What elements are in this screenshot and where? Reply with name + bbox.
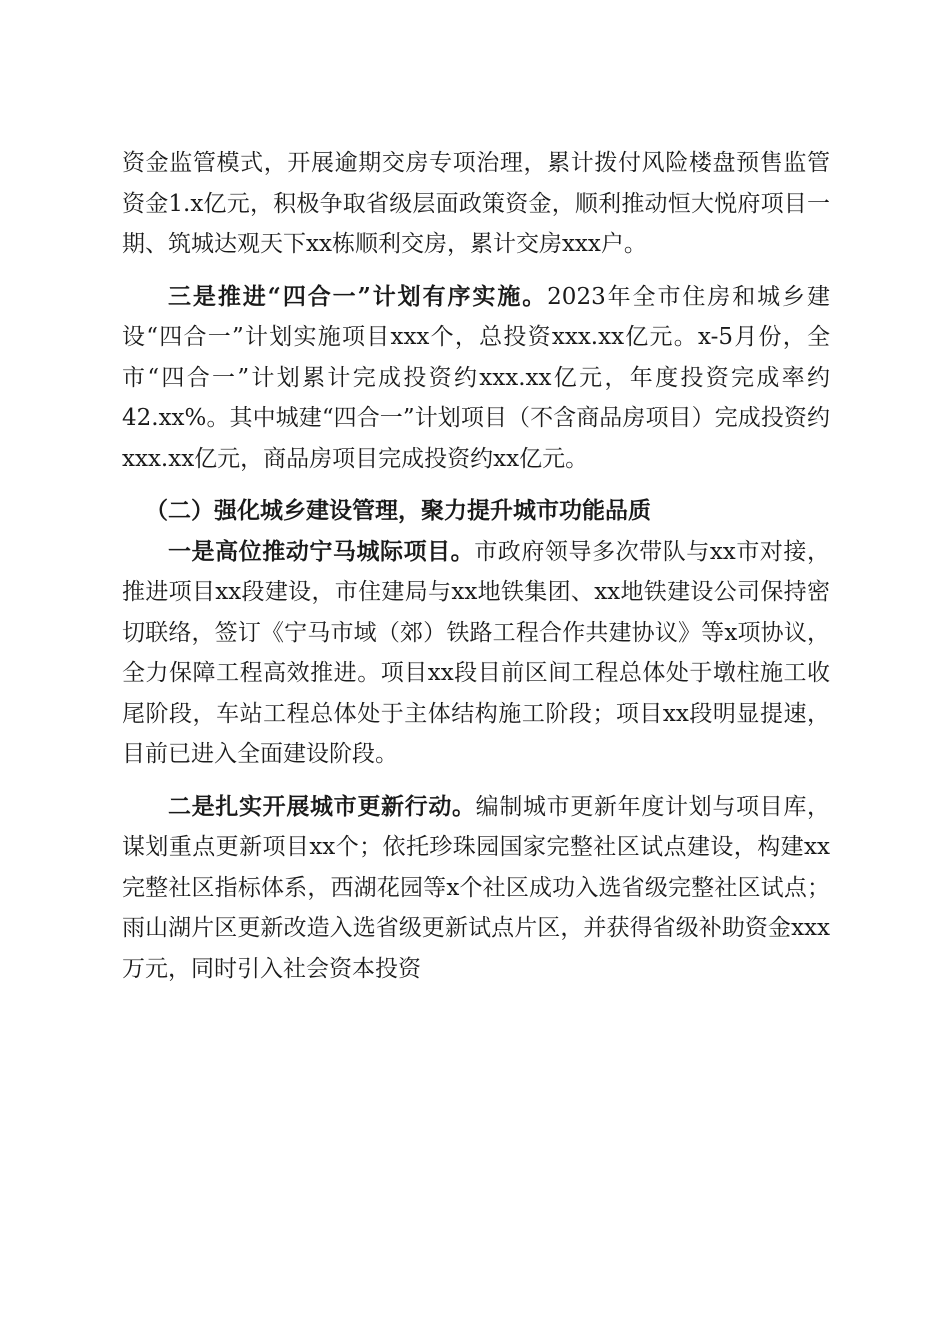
paragraph-four-in-one-plan [122, 277, 830, 480]
paragraph-urban-renewal [122, 787, 830, 990]
paragraph-body: 市政府领导多次带队与xx市对接，推进项目xx段建设，市住建局与xx地铁集团、xx地铁建设公司保持密切联络，签订《宁马市域（郊）铁路工程合作共建协议》等x项协议，全力保障工程高效推进。项目xx段目前区间工程总体处于墩柱施工收尾阶段，车站工程总体处于主体结构施工阶段；项目xx段明显提速，目前已进入全面建设阶段。 [122, 538, 830, 767]
paragraph-lead: 三是推进“四合一”计划有序实施。 [168, 282, 548, 310]
paragraph-ningma-intercity [122, 532, 830, 775]
document-body [122, 143, 830, 989]
section-heading-urban-construction [122, 491, 830, 532]
paragraph-lead: 二是扎实开展城市更新行动。 [168, 792, 476, 820]
paragraph-lead: 一是高位推动宁马城际项目。 [168, 537, 475, 565]
paragraph-body: 编制城市更新年度计划与项目库，谋划重点更新项目xx个；依托珍珠园国家完整社区试点建设，构建xx完整社区指标体系，西湖花园等x个社区成功入选省级完整社区试点；雨山湖片区更新改造入选省级更新试点片区，并获得省级补助资金xxx万元，同时引入社会资本投资 [122, 793, 831, 982]
section-heading-text: （二）强化城乡建设管理，聚力提升城市功能品质 [145, 497, 651, 524]
paragraph-fund-supervision [122, 143, 830, 265]
paragraph-body: 资金监管模式，开展逾期交房专项治理，累计拨付风险楼盘预售监管资金1.x亿元，积极争取省级层面政策资金，顺利推动恒大悦府项目一期、筑城达观天下xx栋顺利交房，累计交房xxx户。 [122, 150, 830, 257]
paragraph-body: 2023年全市住房和城乡建设“四合一”计划实施项目xxx个，总投资xxx.xx亿元。x-5月份，全市“四合一”计划累计完成投资约xxx.xx亿元，年度投资完成率约42.xx%。其中城建“四合一”计划项目（不含商品房项目）完成投资约xxx.xx亿元，商品房项目完成投资约xx亿元。 [122, 283, 830, 472]
